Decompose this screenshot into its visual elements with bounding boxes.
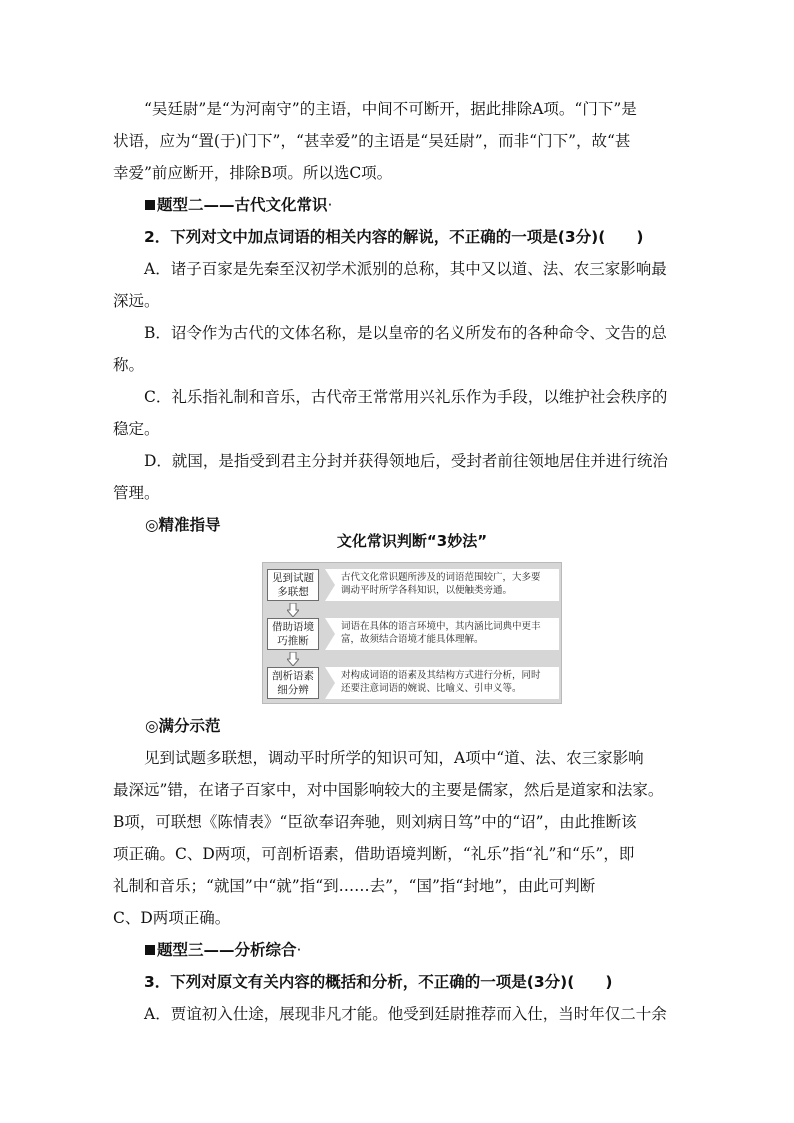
down-arrow-icon bbox=[287, 652, 299, 666]
figure-title: 文化常识判断“3妙法” bbox=[336, 532, 488, 550]
option-c-line-1: C．礼乐指礼制和音乐，古代帝王常常用兴礼乐作为手段，以维护社会秩序的 bbox=[144, 388, 668, 406]
section-title-2: 题型二——古代文化常识 bbox=[157, 196, 328, 214]
option-b-line-2: 称。 bbox=[113, 356, 145, 374]
option-a-line-1: A．诸子百家是先秦至汉初学术派别的总称，其中又以道、法、农三家影响最 bbox=[144, 260, 667, 278]
q3-option-a-line-1: A．贾谊初入仕途，展现非凡才能。他受到廷尉推荐而入仕，当时年仅二十余 bbox=[144, 1005, 667, 1023]
demo-line-4: 项正确。C、D两项，可剖析语素，借助语境判断，“礼乐”指“礼”和“乐”，即 bbox=[113, 845, 635, 863]
intro-line-1: “吴廷尉”是“为河南守”的主语，中间不可断开，据此排除A项。“门下”是 bbox=[144, 100, 637, 118]
demo-line-1: 见到试题多联想，调动平时所学的知识可知，A项中“道、法、农三家影响 bbox=[144, 749, 644, 767]
square-bullet-icon bbox=[145, 200, 155, 210]
demo-line-5: 礼制和音乐；“就国”中“就”指“到……去”，“国”指“封地”，由此可判断 bbox=[113, 877, 596, 895]
section-heading-2 bbox=[145, 189, 332, 221]
square-bullet-icon bbox=[145, 945, 155, 955]
demo-line-2: 最深远”错，在诸子百家中，对中国影响较大的主要是儒家，然后是道家和法家。 bbox=[113, 781, 664, 799]
step-2-description bbox=[325, 618, 559, 650]
down-arrow-icon bbox=[287, 603, 299, 617]
step-2-desc-line-2: 富，故须结合语境才能具体理解。 bbox=[341, 634, 484, 645]
step-2-label bbox=[267, 618, 319, 650]
question-3-stem: 3．下列对原文有关内容的概括和分析，不正确的一项是(3分)( ) bbox=[144, 973, 613, 991]
step-1-desc-line-2: 调动平时所学各科知识，以便触类旁通。 bbox=[341, 585, 513, 596]
option-a-line-2: 深远。 bbox=[113, 292, 160, 310]
step-3-desc-line-1: 对构成词语的语素及其结构方式进行分析，同时 bbox=[341, 670, 541, 681]
step-1-label-line-1: 见到试题 bbox=[272, 572, 314, 584]
step-3-label-line-1: 剖析语素 bbox=[272, 670, 314, 682]
step-2-desc-line-1: 词语在具体的语言环境中，其内涵比词典中更丰 bbox=[341, 621, 541, 632]
step-2-label-line-1: 借助语境 bbox=[272, 621, 314, 633]
step-1-description bbox=[325, 569, 559, 601]
step-1-label bbox=[267, 569, 319, 601]
intro-line-3: 幸爱”前应断开，排除B项。所以选C项。 bbox=[113, 164, 393, 182]
demo-line-6: C、D两项正确。 bbox=[113, 909, 231, 927]
section-heading-3 bbox=[145, 934, 301, 966]
step-2-label-line-2: 巧推断 bbox=[277, 635, 309, 647]
option-b-line-1: B．诏令作为古代的文体名称，是以皇帝的名义所发布的各种命令、文告的总 bbox=[144, 324, 667, 342]
step-3-description bbox=[325, 667, 559, 699]
step-1-label-line-2: 多联想 bbox=[277, 586, 309, 598]
question-2-stem: 2．下列对文中加点词语的相关内容的解说，不正确的一项是(3分)( ) bbox=[144, 228, 644, 246]
option-c-line-2: 稳定。 bbox=[113, 420, 160, 438]
section-title-3: 题型三——分析综合 bbox=[157, 941, 297, 959]
method-diagram bbox=[262, 562, 562, 704]
step-3-desc-line-2: 还要注意词语的婉说、比喻义、引申义等。 bbox=[341, 683, 522, 694]
option-d-line-1: D．就国，是指受到君主分封并获得领地后，受封者前往领地居住并进行统治 bbox=[144, 452, 668, 470]
intro-line-2: 状语，应为“置(于)门下”，“甚幸爱”的主语是“吴廷尉”，而非“门下”，故“甚 bbox=[113, 132, 631, 150]
guide-label: ◎精准指导 bbox=[145, 516, 221, 534]
step-1-desc-line-1: 古代文化常识题所涉及的词语范围较广，大多要 bbox=[341, 572, 541, 583]
step-3-label-line-2: 细分辨 bbox=[277, 684, 309, 696]
step-3-label bbox=[267, 667, 319, 699]
demo-line-3: B项，可联想《陈情表》“臣欲奉诏奔驰，则刘病日笃”中的“诏”，由此推断该 bbox=[113, 813, 637, 831]
demo-label: ◎满分示范 bbox=[145, 717, 221, 735]
option-d-line-2: 管理。 bbox=[113, 484, 160, 502]
section-dot: · bbox=[327, 196, 333, 214]
section-dot: · bbox=[296, 941, 302, 959]
